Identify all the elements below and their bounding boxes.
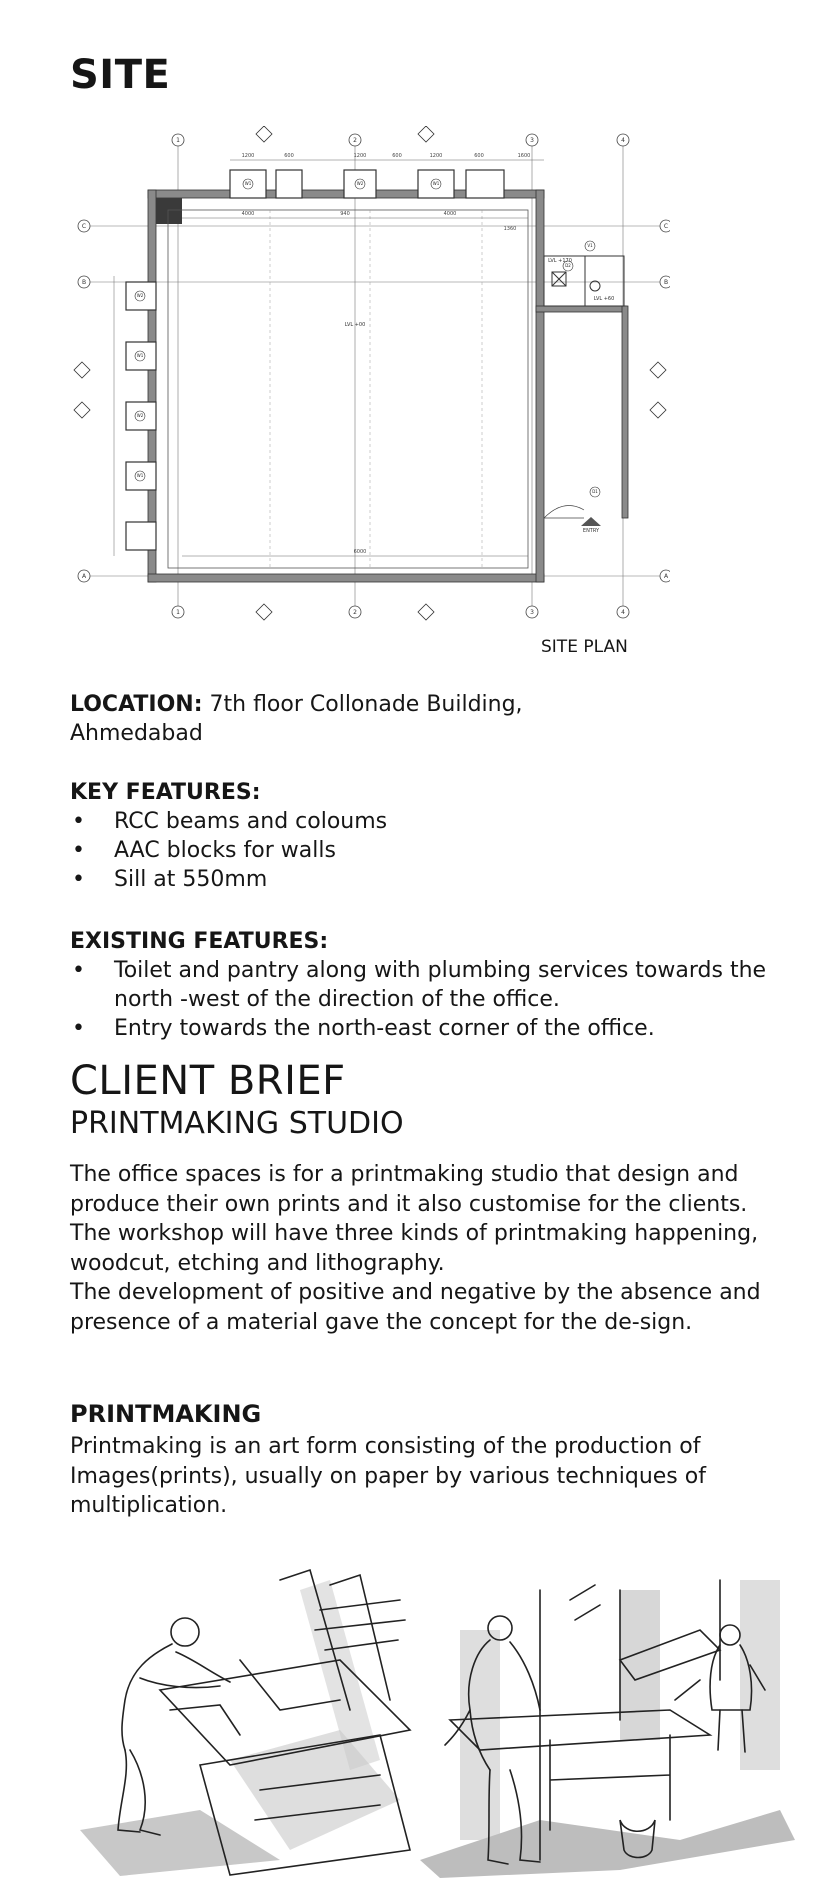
list-item: • RCC beams and coloums [70, 807, 790, 836]
printmaker-sketch-left [80, 1560, 420, 1880]
grid-label: 1 [176, 609, 180, 616]
door-tag: V1 [587, 243, 593, 248]
dimension-text: 4000 [241, 211, 255, 217]
existing-features-block [70, 927, 790, 1043]
dimension-text: 6000 [353, 549, 367, 555]
dimension-text: 1200 [241, 153, 255, 159]
client-brief-subtitle: PRINTMAKING STUDIO [70, 1106, 404, 1141]
grid-label: 4 [621, 609, 625, 616]
location-text-line2: Ahmedabad [70, 721, 203, 746]
window-tag: W1 [136, 353, 144, 358]
level-text: LVL +170 [548, 258, 572, 264]
location-block [70, 690, 790, 748]
door-tag: D2 [565, 263, 571, 268]
site-plan-caption: SITE PLAN [541, 637, 628, 657]
grid-label: B [81, 279, 87, 286]
window-tag: W2 [136, 293, 144, 298]
list-item: • Entry towards the north-east corner of the office. [70, 1014, 790, 1043]
dimension-text: 1200 [429, 153, 443, 159]
printmaker-sketch-right [420, 1560, 795, 1880]
grid-label: C [81, 223, 87, 230]
dimension-text: 600 [392, 153, 402, 159]
window-tag: W2 [136, 413, 144, 418]
existing-features-list [70, 956, 790, 1043]
dimension-text: 1360 [503, 226, 517, 232]
key-features-list [70, 807, 790, 894]
grid-label: 3 [530, 137, 534, 144]
dimension-text: 600 [284, 153, 294, 159]
grid-label: A [81, 573, 87, 580]
window-tag: W1 [244, 181, 252, 186]
location-text: 7th floor Collonade Building, [209, 692, 523, 717]
list-item: • Sill at 550mm [70, 865, 790, 894]
entry-label: ENTRY [582, 528, 600, 534]
grid-label: 2 [353, 609, 357, 616]
site-heading: SITE [70, 52, 171, 98]
dimension-text: 940 [340, 211, 350, 217]
grid-label: B [663, 279, 669, 286]
grid-label: 3 [530, 609, 534, 616]
printmaking-paragraph: Printmaking is an art form consisting of the production of Images(prints), usually on paper by various techniques of multiplication. [70, 1434, 706, 1518]
printmaking-heading: PRINTMAKING [70, 1400, 262, 1428]
list-item: • AAC blocks for walls [70, 836, 790, 865]
grid-label: 2 [353, 137, 357, 144]
level-text: LVL +60 [593, 296, 615, 302]
brief-paragraph-2: The development of positive and negative by the absence and presence of a material gave the concept for the de-sign. [70, 1280, 761, 1335]
window-tag: W1 [432, 181, 440, 186]
list-item: • Toilet and pantry along with plumbing services towards the north -west of the direction of the office. [70, 956, 790, 1014]
window-tag: W2 [356, 181, 364, 186]
site-plan-drawing [70, 126, 670, 626]
location-label: LOCATION: [70, 692, 203, 717]
dimension-text: 1200 [353, 153, 367, 159]
dimension-text: 1600 [517, 153, 531, 159]
key-features-block [70, 778, 790, 894]
grid-label: C [663, 223, 669, 230]
existing-features-label: EXISTING FEATURES: [70, 929, 329, 954]
grid-label: A [663, 573, 669, 580]
client-brief-heading: CLIENT BRIEF [70, 1058, 346, 1104]
grid-label: 1 [176, 137, 180, 144]
level-text: LVL +00 [344, 322, 366, 328]
door-tag: D1 [592, 489, 598, 494]
grid-label: 4 [621, 137, 625, 144]
dimension-text: 4000 [443, 211, 457, 217]
key-features-label: KEY FEATURES: [70, 780, 261, 805]
brief-paragraph-1: The office spaces is for a printmaking studio that design and produce their own prints and it also customise for the clients. The workshop will have three kinds of printmaking happening, woodcut, etching and lithography. [70, 1162, 759, 1276]
window-tag: W1 [136, 473, 144, 478]
dimension-text: 600 [474, 153, 484, 159]
